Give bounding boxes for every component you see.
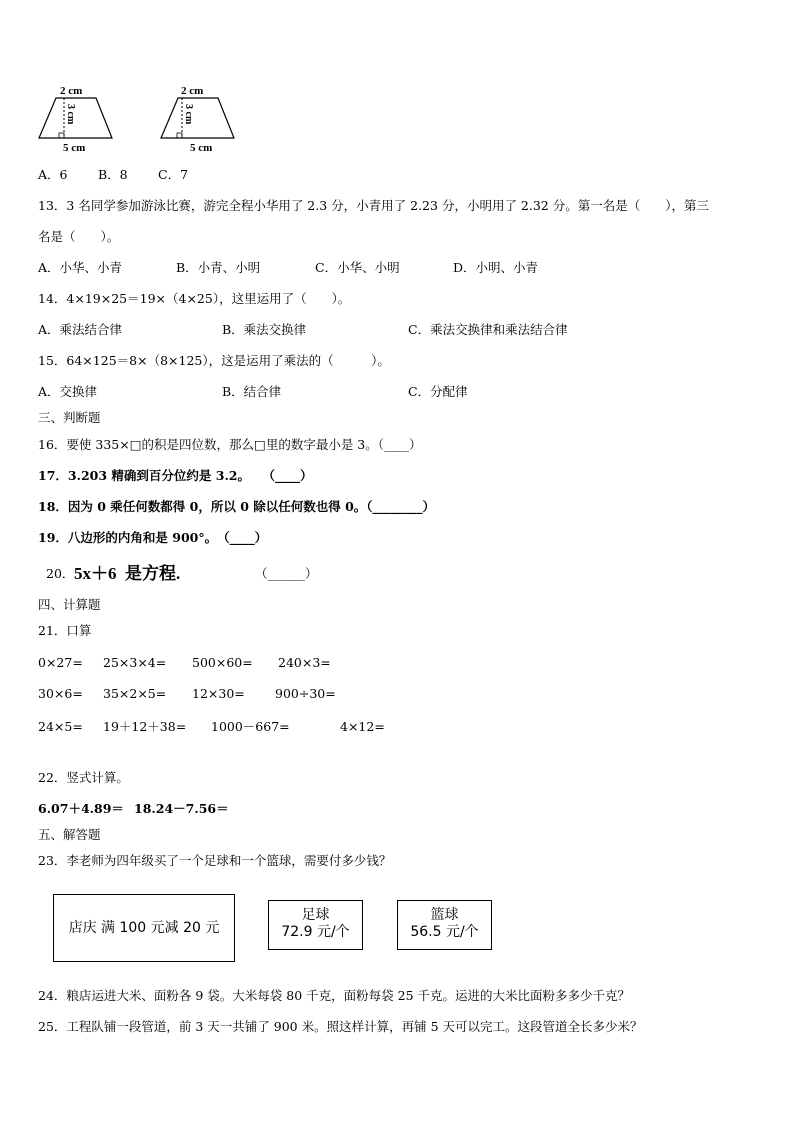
q14-option-c: C．乘法交换律和乘法结合律 [408,322,568,337]
q15-option-c: C．分配律 [408,384,468,399]
q22-item-2: 18.24－7.56＝ [134,801,229,816]
q19-text: 19．八边形的内角和是 900°。 （____） [38,530,268,545]
q21-r3-c3: 1000－667= [211,719,290,734]
q12-option-a: A．6 [38,167,68,182]
promo-text: 店庆 满 100 元减 20 元 [68,920,220,936]
q21-r3-c4: 4×12= [340,719,385,734]
q21-r3-c2: 19＋12＋38= [103,719,187,734]
q18-text: 18．因为 0 乘任何数都得 0，所以 0 除以任何数也得 0。（________） [38,499,436,514]
q13-option-a: A．小华、小青 [38,260,123,275]
q21-r1-c2: 25×3×4= [103,655,167,670]
q13-option-c: C．小华、小明 [315,260,400,275]
fig1-top-label: 2 cm [60,85,83,97]
q14-text: 14．4×19×25＝19×（4×25），这里运用了（ ）。 [38,291,351,306]
q21-title: 21．口算 [38,623,92,638]
q15-text: 15．64×125＝8×（8×125），这是运用了乘法的（ ）。 [38,353,390,368]
promo-box [53,894,235,962]
q20-expression: 5x＋6 是方程. [74,564,181,583]
q12-option-c: C．7 [158,167,189,182]
q12-option-b: B．8 [98,167,128,182]
q25-text: 25．工程队铺一段管道，前 3 天一共铺了 900 米。照这样计算，再铺 5 天可以完工。这段管道全长多少米？ [38,1019,643,1034]
football-price-box [268,900,363,950]
q21-r1-c1: 0×27= [38,655,83,670]
q16-text: 16．要使 335×□的积是四位数，那么□里的数字最小是 3。（____） [38,437,422,452]
football-label: 足球 [301,907,330,923]
q24-text: 24．粮店运进大米、面粉各 9 袋。大米每袋 80 千克，面粉每袋 25 千克。运进的大米比面粉多多少千克？ [38,988,631,1003]
fig2-height-label: 3 cm [183,104,194,125]
q13-line1: 13．3 名同学参加游泳比赛，游完全程小华用了 2.3 分，小青用了 2.23 分，小明用了 2.32 分。第一名是（ ），第三 [38,198,709,213]
q22-title: 22．竖式计算。 [38,770,129,785]
section-5-heading: 五、解答题 [38,827,101,842]
trapezoid-figure-2 [158,80,244,156]
q21-r2-c2: 35×2×5= [103,686,167,701]
basketball-price-box [397,900,492,950]
q13-option-d: D．小明、小青 [453,260,539,275]
section-3-heading: 三、判断题 [38,410,101,425]
q22-item-1: 6.07＋4.89＝ [38,801,124,816]
q13-line2: 名是（ ）。 [38,229,120,244]
q13-option-b: B．小青、小明 [176,260,261,275]
football-price: 72.9 元/个 [281,924,350,940]
q20-number: 20． [46,566,75,581]
q21-r1-c4: 240×3= [278,655,331,670]
trapezoid-figure-1 [36,80,122,156]
fig1-bottom-label: 5 cm [63,142,86,154]
fig2-top-label: 2 cm [181,85,204,97]
q21-r2-c3: 12×30= [192,686,245,701]
q14-option-a: A．乘法结合律 [38,322,123,337]
section-4-heading: 四、计算题 [38,597,101,612]
q15-option-b: B．结合律 [222,384,282,399]
fig2-bottom-label: 5 cm [190,142,213,154]
basketball-price: 56.5 元/个 [410,924,479,940]
q14-option-b: B．乘法交换律 [222,322,307,337]
basketball-label: 篮球 [430,907,459,923]
q21-r2-c1: 30×6= [38,686,83,701]
q21-r2-c4: 900÷30= [275,686,336,701]
q23-text: 23．李老师为四年级买了一个足球和一个篮球，需要付多少钱？ [38,853,392,868]
q17-text: 17．3.203 精确到百分位约是 3.2。 （____） [38,468,313,483]
q15-option-a: A．交换律 [38,384,98,399]
fig1-height-label: 3 cm [65,104,76,125]
q21-r1-c3: 500×60= [192,655,253,670]
q21-r3-c1: 24×5= [38,719,83,734]
q20-blank: （______） [255,566,318,581]
